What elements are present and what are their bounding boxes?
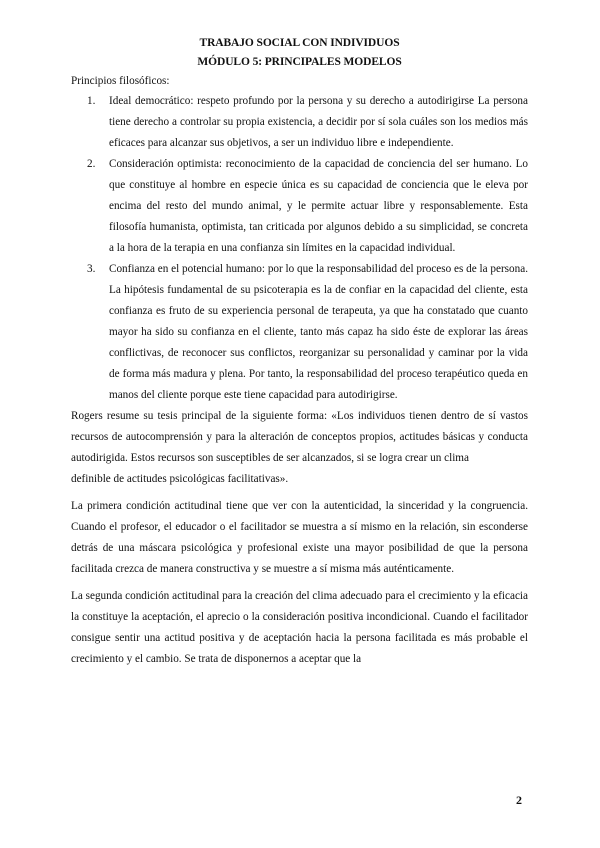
principles-list [71,91,528,406]
list-item [71,259,528,406]
list-item-text: Consideración optimista: reconocimiento de la capacidad de conciencia del ser humano. Lo que constituye al hombre en especie única es su capacidad de conciencia que le eleva por encima del resto del mundo animal, y le permite actuar libre y responsablemente. Esta filosofía humanista, optimista, tan criticada por algunos debido a su simplicidad, se concreta a la hora de la terapia en una confianza sin límites en la capacidad individual. [109,158,528,254]
rogers-quote-continuation: definible de actitudes psicológicas facilitativas». [71,473,289,485]
list-item-text: Confianza en el potencial humano: por lo que la responsabilidad del proceso es de la persona. La hipótesis fundamental de su psicoterapia es la de confiar en la capacidad del cliente, esta confianza es fruto de su experiencia personal de terapeuta, ya que ha constatado que cuanto mayor ha sido su confianza en el cliente, tanto más capaz ha sido éste de explorar las áreas conflictivas, de reconocer sus conflictos, reorganizar su personalidad y caminar por la vida de forma más madura y plena. Por tanto, la responsabilidad del proceso terapéutico queda en manos del cliente porque este tiene capacidad para autodirigirse. [109,263,528,401]
list-item [71,154,528,259]
document-title: TRABAJO SOCIAL CON INDIVIDUOS [199,37,400,49]
list-item-number: 3. [87,263,96,275]
list-item-number: 1. [87,95,96,107]
list-item [71,91,528,154]
document-subtitle: MÓDULO 5: PRINCIPALES MODELOS [197,56,402,68]
page-content [71,34,528,676]
second-condition-paragraph: La segunda condición actitudinal para la creación del clima adecuado para el crecimiento y la eficacia la constituye la aceptación, el aprecio o la consideración positiva incondicional. Cuando el facilitador consigue sentir una actitud positiva y de aceptación hacia la persona facilitada es más probable el crecimiento y el cambio. Se trata de disponernos a aceptar que la [71,590,528,665]
section-intro: Principios filosóficos: [71,75,170,87]
page-number: 2 [516,793,522,807]
list-item-text: Ideal democrático: respeto profundo por la persona y su derecho a autodirigirse La persona tiene derecho a controlar su propia existencia, a decidir por sí sola cuáles son los medios más eficaces para alcanzar sus objetivos, a ser un individuo libre e independiente. [109,95,528,149]
first-condition-paragraph: La primera condición actitudinal tiene que ver con la autenticidad, la sinceridad y la congruencia. Cuando el profesor, el educador o el facilitador se muestra a sí mismo en la relación, sin esconderse detrás de una máscara psicológica y profesional existe una mayor posibilidad de que la persona facilitada crezca de manera constructiva y se muestre a sí misma más auténticamente. [71,500,528,575]
rogers-quote-paragraph: Rogers resume su tesis principal de la siguiente forma: «Los individuos tienen dentro de sí vastos recursos de autocomprensión y para la alteración de conceptos propios, actitudes básicas y conducta autodirigida. Estos recursos son susceptibles de ser alcanzados, si se logra crear un clima [71,410,528,464]
list-item-number: 2. [87,158,96,170]
